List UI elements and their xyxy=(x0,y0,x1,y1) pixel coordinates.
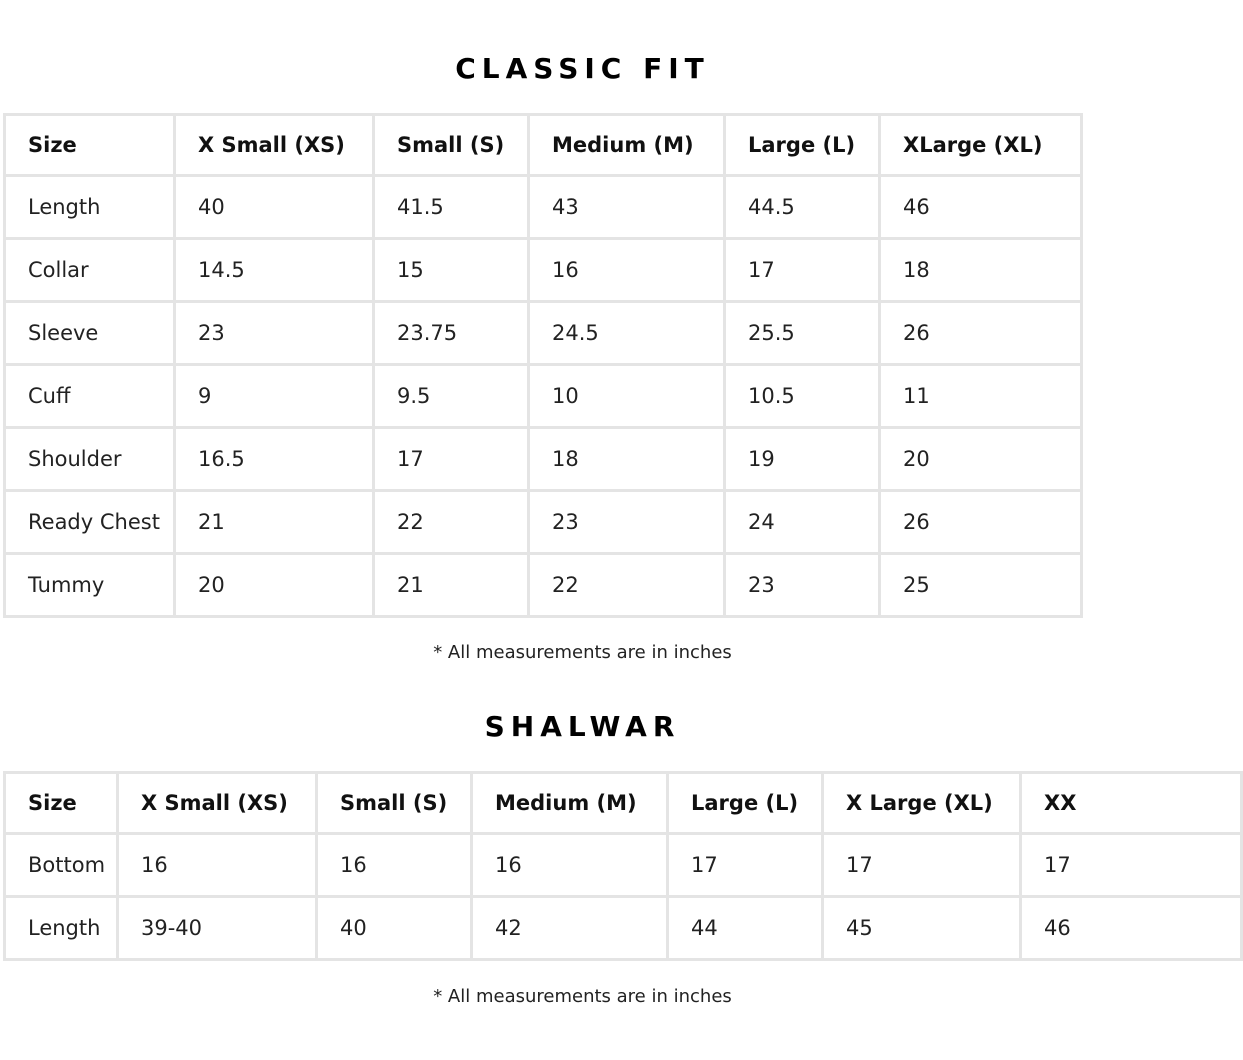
shalwar-header-cell: Medium (M) xyxy=(473,771,669,835)
shalwar-value-cell: 46 xyxy=(1022,898,1243,961)
classic-fit-table-row xyxy=(3,492,1083,555)
shalwar-header-cell: X Small (XS) xyxy=(119,771,318,835)
classic-fit-table-row xyxy=(3,555,1083,618)
shalwar-row-label: Length xyxy=(3,898,119,961)
classic-fit-value-cell: 10 xyxy=(530,366,726,429)
shalwar-value-cell: 39-40 xyxy=(119,898,318,961)
shalwar-header-cell: Small (S) xyxy=(318,771,473,835)
classic-fit-row-label: Tummy xyxy=(3,555,176,618)
shalwar-header-cell: Large (L) xyxy=(669,771,824,835)
classic-fit-value-cell: 15 xyxy=(375,240,530,303)
classic-fit-value-cell: 25.5 xyxy=(726,303,881,366)
classic-fit-value-cell: 11 xyxy=(881,366,1083,429)
classic-fit-value-cell: 23 xyxy=(726,555,881,618)
classic-fit-value-cell: 44.5 xyxy=(726,177,881,240)
shalwar-value-cell: 17 xyxy=(824,835,1022,898)
classic-fit-value-cell: 23.75 xyxy=(375,303,530,366)
shalwar-value-cell: 42 xyxy=(473,898,669,961)
shalwar-value-cell: 17 xyxy=(1022,835,1243,898)
classic-fit-header-cell: Small (S) xyxy=(375,113,530,177)
classic-fit-header-row xyxy=(3,113,1083,177)
classic-fit-table-row xyxy=(3,177,1083,240)
classic-fit-value-cell: 17 xyxy=(375,429,530,492)
classic-fit-value-cell: 25 xyxy=(881,555,1083,618)
classic-fit-value-cell: 16 xyxy=(530,240,726,303)
shalwar-value-cell: 16 xyxy=(119,835,318,898)
shalwar-value-cell: 16 xyxy=(318,835,473,898)
classic-fit-value-cell: 23 xyxy=(530,492,726,555)
classic-fit-value-cell: 14.5 xyxy=(176,240,375,303)
classic-fit-table-row xyxy=(3,240,1083,303)
classic-fit-value-cell: 21 xyxy=(375,555,530,618)
classic-fit-value-cell: 17 xyxy=(726,240,881,303)
classic-fit-title: CLASSIC FIT xyxy=(455,52,710,85)
classic-fit-value-cell: 40 xyxy=(176,177,375,240)
classic-fit-value-cell: 18 xyxy=(530,429,726,492)
classic-fit-header-cell: Size xyxy=(3,113,176,177)
classic-fit-value-cell: 9.5 xyxy=(375,366,530,429)
shalwar-value-cell: 40 xyxy=(318,898,473,961)
classic-fit-row-label: Shoulder xyxy=(3,429,176,492)
classic-fit-value-cell: 10.5 xyxy=(726,366,881,429)
classic-fit-table-row xyxy=(3,366,1083,429)
shalwar-header-row xyxy=(3,771,1243,835)
classic-fit-row-label: Collar xyxy=(3,240,176,303)
shalwar-table-row xyxy=(3,835,1243,898)
classic-fit-value-cell: 46 xyxy=(881,177,1083,240)
classic-fit-row-label: Ready Chest xyxy=(3,492,176,555)
classic-fit-value-cell: 26 xyxy=(881,303,1083,366)
classic-fit-value-cell: 23 xyxy=(176,303,375,366)
shalwar-value-cell: 16 xyxy=(473,835,669,898)
shalwar-row-label: Bottom xyxy=(3,835,119,898)
classic-fit-value-cell: 24 xyxy=(726,492,881,555)
shalwar-header-cell: XX xyxy=(1022,771,1243,835)
shalwar-value-cell: 45 xyxy=(824,898,1022,961)
shalwar-header-cell: Size xyxy=(3,771,119,835)
classic-fit-row-label: Length xyxy=(3,177,176,240)
classic-fit-measurement-note: * All measurements are in inches xyxy=(433,642,732,663)
classic-fit-value-cell: 20 xyxy=(881,429,1083,492)
shalwar-title: SHALWAR xyxy=(484,710,681,743)
classic-fit-row-label: Cuff xyxy=(3,366,176,429)
classic-fit-value-cell: 22 xyxy=(530,555,726,618)
classic-fit-table-row xyxy=(3,303,1083,366)
classic-fit-value-cell: 43 xyxy=(530,177,726,240)
classic-fit-header-cell: Large (L) xyxy=(726,113,881,177)
classic-fit-value-cell: 41.5 xyxy=(375,177,530,240)
classic-fit-value-cell: 19 xyxy=(726,429,881,492)
classic-fit-value-cell: 20 xyxy=(176,555,375,618)
classic-fit-value-cell: 22 xyxy=(375,492,530,555)
shalwar-size-table xyxy=(3,771,1243,961)
classic-fit-table-row xyxy=(3,429,1083,492)
classic-fit-row-label: Sleeve xyxy=(3,303,176,366)
classic-fit-value-cell: 24.5 xyxy=(530,303,726,366)
shalwar-header-cell: X Large (XL) xyxy=(824,771,1022,835)
shalwar-value-cell: 17 xyxy=(669,835,824,898)
classic-fit-header-cell: Medium (M) xyxy=(530,113,726,177)
shalwar-table-row xyxy=(3,898,1243,961)
classic-fit-size-table xyxy=(3,113,1083,618)
classic-fit-value-cell: 26 xyxy=(881,492,1083,555)
classic-fit-header-cell: X Small (XS) xyxy=(176,113,375,177)
classic-fit-value-cell: 16.5 xyxy=(176,429,375,492)
classic-fit-value-cell: 21 xyxy=(176,492,375,555)
shalwar-value-cell: 44 xyxy=(669,898,824,961)
classic-fit-header-cell: XLarge (XL) xyxy=(881,113,1083,177)
classic-fit-value-cell: 18 xyxy=(881,240,1083,303)
classic-fit-value-cell: 9 xyxy=(176,366,375,429)
shalwar-measurement-note: * All measurements are in inches xyxy=(433,986,732,1007)
